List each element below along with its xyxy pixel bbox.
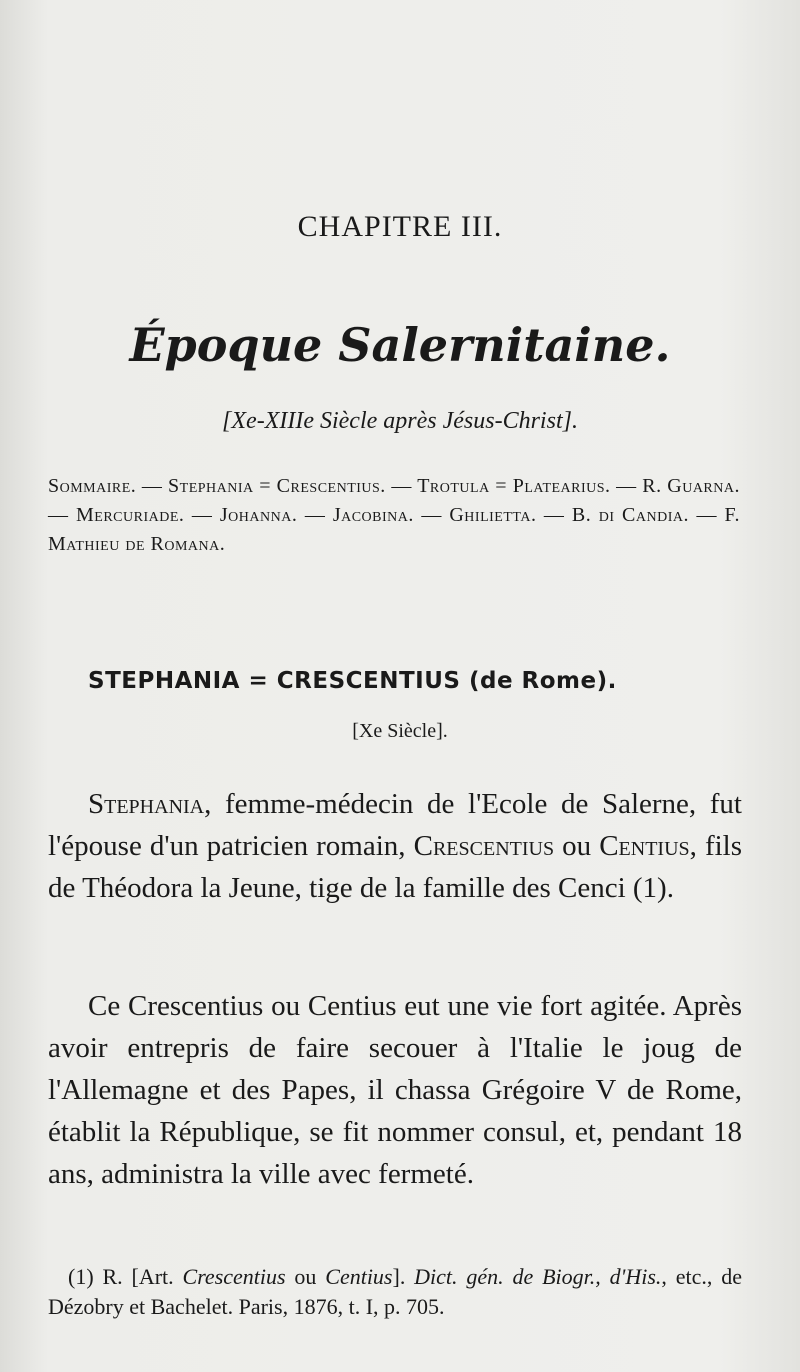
chapter-heading: CHAPITRE III. xyxy=(297,210,503,243)
footnote-mid-1: ou xyxy=(285,1264,326,1289)
chapter-period: [Xe-XIIIe Siècle après Jésus-Christ]. xyxy=(222,408,578,434)
paragraph-2: Ce Crescentius ou Centius eut une vie fort agitée. Après avoir entrepris de faire secouer à l'Italie le joug de l'Allemagne et des Papes, il chassa Grégoire V de Rome, établit la République, se fit nommer consul, et, pendant 18 ans, administra la ville avec fermeté. xyxy=(48,990,742,1190)
footnote-italic-3: Dict. gén. de Biogr., d'His. xyxy=(414,1264,662,1289)
footnote xyxy=(48,1262,742,1322)
paragraph-1-text-c: , fils de Théodora la Jeune, tige de la famille des Cenci (1). xyxy=(48,830,743,904)
sommaire-summary: Sommaire. — Stephania = Crescentius. — Trotula = Platearius. — R. Guarna. — Mercuriade. — Johanna. — Jacobina. — Ghilietta. — B. di Candia. — F. Mathieu de Romana. xyxy=(48,475,740,555)
name-centius: Centius xyxy=(599,830,690,862)
paragraph-1-text-b: ou xyxy=(554,830,600,862)
footnote-italic-1: Crescentius xyxy=(182,1264,286,1289)
name-stephania: Stephania xyxy=(88,788,205,820)
paragraph-1-text-a: , femme-médecin de l'Ecole de Salerne, fut l'épouse d'un patricien romain, xyxy=(48,788,742,862)
footnote-italic-2: Centius xyxy=(325,1264,393,1289)
name-crescentius: Crescentius xyxy=(413,830,555,862)
chapter-title: Époque Salernitaine. xyxy=(129,318,671,372)
footnote-marker: (1) R. [Art. xyxy=(68,1264,183,1289)
paragraph-1 xyxy=(48,783,742,909)
footnote-tail: , etc., de Dézobry et Bachelet. Paris, 1876, t. I, p. 705. xyxy=(48,1264,742,1319)
section-period: [Xe Siècle]. xyxy=(352,720,448,742)
footnote-mid-2: ]. xyxy=(392,1264,415,1289)
section-title: STEPHANIA = CRESCENTIUS (de Rome). xyxy=(88,668,617,694)
